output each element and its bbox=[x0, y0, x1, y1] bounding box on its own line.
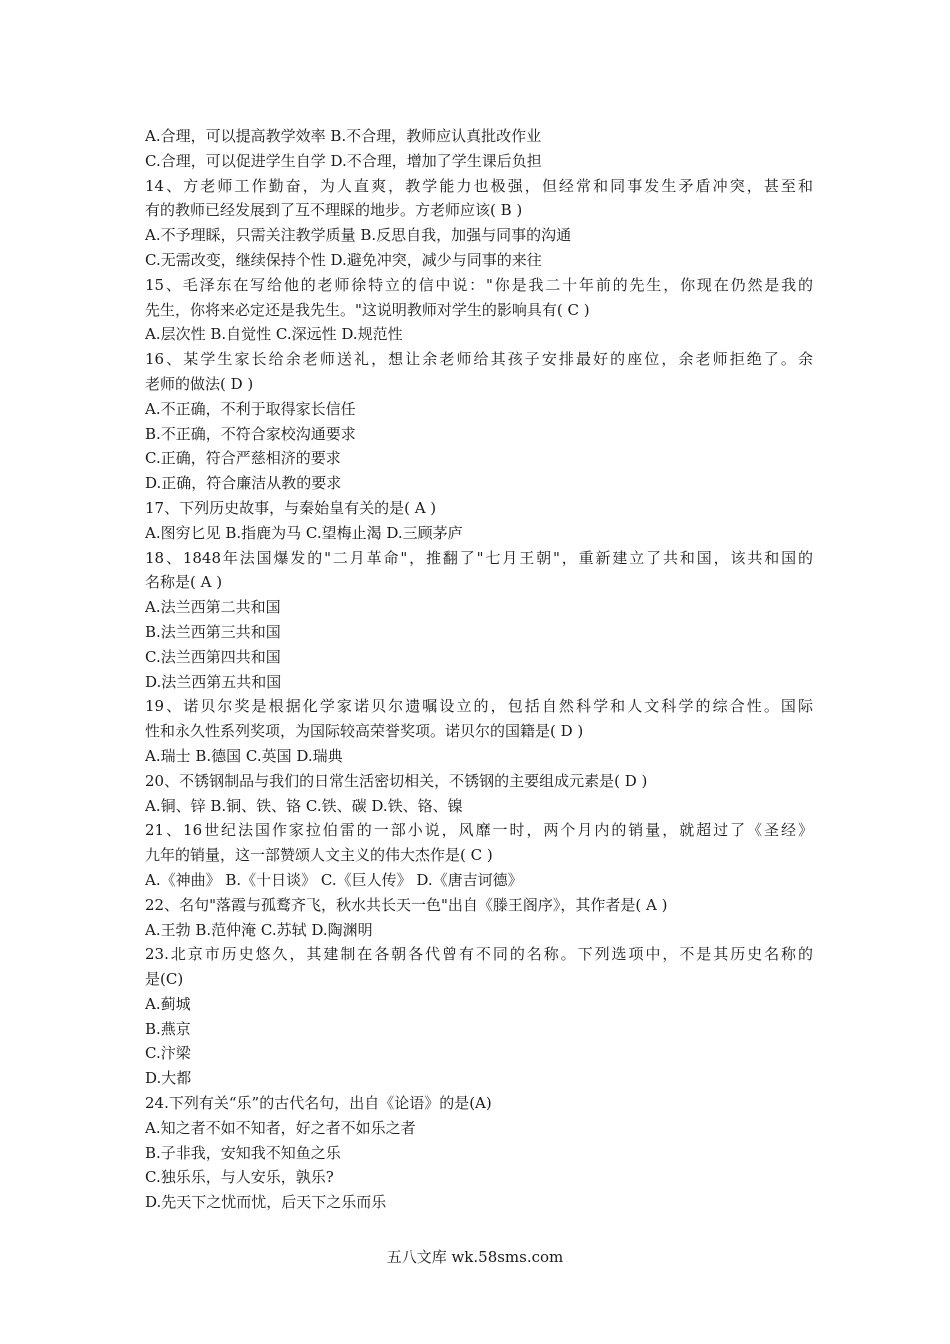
text-line: C.独乐乐，与人安乐，孰乐? bbox=[145, 1168, 334, 1187]
text-line: 性和永久性系列奖项，为国际较高荣誉奖项。诺贝尔的国籍是( D ) bbox=[145, 722, 584, 741]
text-line: D.正确，符合廉洁从教的要求 bbox=[145, 474, 342, 493]
text-line: 名称是( A ) bbox=[145, 573, 223, 592]
text-line: 21、16世纪法国作家拉伯雷的一部小说，风靡一时，两个月内的销量，就超过了《圣经》 bbox=[145, 821, 813, 840]
text-line: 19、诺贝尔奖是根据化学家诺贝尔遗嘱设立的，包括自然科学和人文科学的综合性。国际 bbox=[145, 697, 813, 716]
text-line: 九年的销量，这一部赞颂人文主义的伟大杰作是( C ) bbox=[145, 846, 493, 865]
text-line: A.《神曲》 B.《十日谈》 C.《巨人传》 D.《唐吉诃德》 bbox=[145, 870, 523, 889]
text-line: A.不正确，不利于取得家长信任 bbox=[145, 399, 356, 418]
text-line: 是(C) bbox=[145, 970, 184, 989]
text-line: A.层次性 B.自觉性 C.深远性 D.规范性 bbox=[145, 325, 403, 344]
text-line: D.先天下之忧而忧，后天下之乐而乐 bbox=[145, 1193, 387, 1212]
text-line: A.法兰西第二共和国 bbox=[145, 598, 281, 617]
text-line: A.瑞士 B.德国 C.英国 D.瑞典 bbox=[145, 746, 343, 765]
text-line: C.正确，符合严慈相济的要求 bbox=[145, 449, 341, 468]
text-line: 20、不锈钢制品与我们的日常生活密切相关，不锈钢的主要组成元素是( D ) bbox=[145, 771, 648, 790]
text-line: C.无需改变，继续保持个性 D.避免冲突，减少与同事的来往 bbox=[145, 250, 542, 269]
text-line: B.法兰西第三共和国 bbox=[145, 622, 281, 641]
text-line: 14、方老师工作勤奋，为人直爽，教学能力也极强，但经常和同事发生矛盾冲突，甚至和 bbox=[145, 176, 813, 195]
text-line: A.合理，可以提高教学效率 B.不合理，教师应认真批改作业 bbox=[145, 127, 542, 145]
text-line: 先生，你将来必定还是我先生。"这说明教师对学生的影响具有( C ) bbox=[145, 300, 590, 319]
text-line: C.合理，可以促进学生自学 D.不合理，增加了学生课后负担 bbox=[145, 151, 542, 170]
text-line: 有的教师已经发展到了互不理睬的地步。方老师应该( B ) bbox=[145, 201, 523, 220]
text-line: D.法兰西第五共和国 bbox=[145, 672, 282, 691]
text-line: B.燕京 bbox=[145, 1019, 191, 1038]
text-line: B.不正确，不符合家校沟通要求 bbox=[145, 424, 356, 443]
text-line: 23.北京市历史悠久，其建制在各朝各代曾有不同的名称。下列选项中，不是其历史名称的 bbox=[145, 945, 813, 964]
text-line: 18、1848年法国爆发的"二月革命"，推翻了"七月王朝"，重新建立了共和国，该共和国的 bbox=[145, 548, 813, 567]
document-body bbox=[145, 124, 813, 1215]
text-line: 15、毛泽东在写给他的老师徐特立的信中说："你是我二十年前的先生，你现在仍然是我的 bbox=[145, 275, 813, 294]
text-line: 17、下列历史故事，与秦始皇有关的是( A ) bbox=[145, 498, 437, 517]
text-line: 24.下列有关“乐”的古代名句，出自《论语》的是(A) bbox=[145, 1094, 492, 1113]
page-footer: 五八文库 wk.58sms.com bbox=[386, 1248, 564, 1266]
text-line: A.知之者不如不知者，好之者不如乐之者 bbox=[145, 1118, 416, 1137]
text-line: A.图穷匕见 B.指鹿为马 C.望梅止渴 D.三顾茅庐 bbox=[145, 523, 463, 542]
text-line: A.铜、锌 B.铜、铁、铬 C.铁、碳 D.铁、铬、镍 bbox=[145, 796, 463, 815]
text-line: B.子非我，安知我不知鱼之乐 bbox=[145, 1143, 341, 1162]
text-line: 16、某学生家长给余老师送礼，想让余老师给其孩子安排最好的座位，余老师拒绝了。余 bbox=[145, 350, 813, 369]
text-line: D.大都 bbox=[145, 1069, 192, 1088]
text-line: C.法兰西第四共和国 bbox=[145, 647, 281, 666]
text-line: 老师的做法( D ) bbox=[145, 374, 254, 393]
text-line: A.王勃 B.范仲淹 C.苏轼 D.陶渊明 bbox=[145, 920, 373, 939]
text-line: A.蓟城 bbox=[145, 994, 191, 1013]
text-line: C.汴梁 bbox=[145, 1044, 191, 1063]
text-line: 22、名句"落霞与孤鹜齐飞，秋水共长天一色"出自《滕王阁序》，其作者是( A ) bbox=[145, 895, 668, 914]
text-line: A.不予理睬，只需关注教学质量 B.反思自我，加强与同事的沟通 bbox=[145, 226, 572, 245]
